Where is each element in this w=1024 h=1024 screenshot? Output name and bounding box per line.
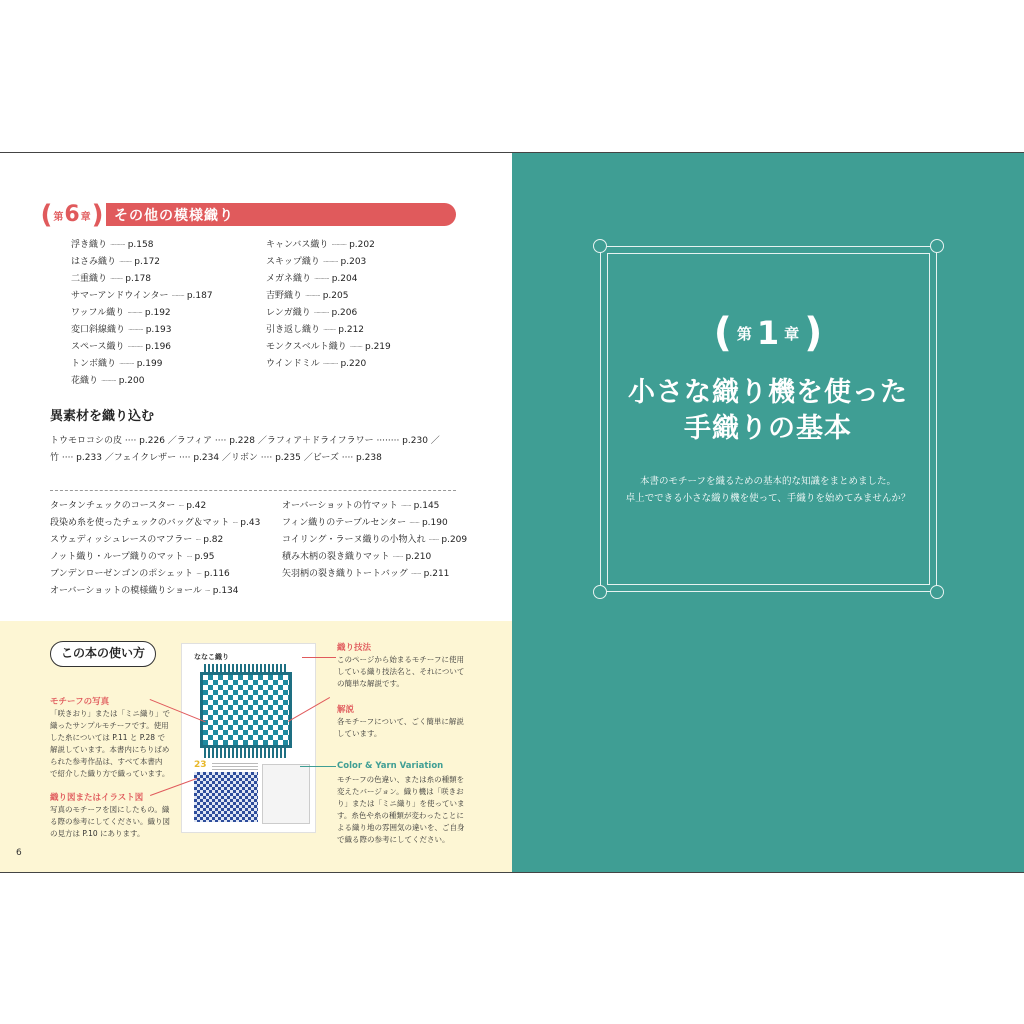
toc-item[interactable]: メガネ織り ············ p.204 bbox=[266, 274, 358, 284]
left-page bbox=[0, 153, 512, 872]
chapter1-title-line1: 小さな織り機を使った bbox=[628, 377, 908, 408]
chapter1-prefix: 第 bbox=[736, 324, 752, 343]
toc-item[interactable]: 積み木柄の裂き織りマット ········ p.210 bbox=[282, 552, 432, 562]
leader-line bbox=[302, 657, 336, 658]
toc-item[interactable]: 変口斜線織り ············ p.193 bbox=[71, 325, 172, 335]
variation-heading: Color & Yarn Variation bbox=[337, 761, 444, 771]
toc-item[interactable]: 二重織り ·········· p.178 bbox=[71, 274, 152, 284]
toc-item[interactable]: タータンチェックのコースター ···· p.42 bbox=[50, 501, 207, 511]
toc-item[interactable]: スキップ織り ············ p.203 bbox=[266, 257, 367, 267]
toc-item[interactable]: キャンバス織り ············ p.202 bbox=[266, 240, 375, 250]
chapter6-suffix: 章 bbox=[80, 211, 91, 223]
ibusozai-line-1: トウモロコシの皮 ···· p.226 ／ラフィア ···· p.228 ／ラフィア＋ドライフラワー ········ p.230 ／ bbox=[50, 436, 440, 446]
toc-item[interactable]: レンガ織り ············ p.206 bbox=[266, 308, 358, 318]
thumbnail-label: ななこ織り bbox=[194, 653, 229, 661]
toc-item[interactable]: スペース織り ············ p.196 bbox=[71, 342, 172, 352]
toc-item[interactable]: トンボ織り ············ p.199 bbox=[71, 359, 163, 369]
close-paren-icon: ) bbox=[804, 310, 823, 356]
toc-item[interactable]: モンクスベルト織り ·········· p.219 bbox=[266, 342, 391, 352]
chapter6-toc-col2 bbox=[266, 237, 466, 373]
toc-item[interactable]: サマーアンドウインター ·········· p.187 bbox=[71, 291, 213, 301]
chapter1-desc-line1: 本書のモチーフを織るための基本的な知識をまとめました。 bbox=[639, 476, 897, 487]
ibusozai-line-2: 竹 ···· p.233 ／フェイクレザー ···· p.234 ／リボン ···· p.235 ／ビーズ ···· p.238 bbox=[50, 453, 382, 463]
explanation-text: 各モチーフについて、ごく簡単に解説 しています。 bbox=[337, 717, 464, 738]
motif-photo-text: 「咲きおり」または「ミニ織り」で 織ったサンプルモチーフです。使用 した糸については P.11 と P.28 で 解説しています。本書内にちりばめ られた参考作品は、すべて本書内 で紹介した織り方で織っています。 bbox=[50, 709, 170, 778]
toc-item[interactable]: 段染め糸を使ったチェックのバッグ＆マット ···· p.43 bbox=[50, 518, 261, 528]
toc-item[interactable]: はさみ織り ·········· p.172 bbox=[71, 257, 161, 267]
toc-item[interactable]: ワッフル織り ············ p.192 bbox=[71, 308, 171, 318]
chapter1-mark bbox=[512, 310, 1024, 356]
chapter1-desc-line2: 卓上でできる小さな織り機を使って、手織りを始めてみませんか？ bbox=[625, 493, 911, 504]
toc-item[interactable]: 引き返し織り ·········· p.212 bbox=[266, 325, 365, 335]
diagram-text: 写真のモチーフを図にしたもの。織 る際の参考にしてください。織り図 の見方は P.10 にあります。 bbox=[50, 805, 170, 838]
toc-item[interactable]: フィン織りのテーブルセンター ········ p.190 bbox=[282, 518, 448, 528]
page-number: 6 bbox=[16, 848, 22, 858]
toc-item[interactable]: ノット織り・ループ織りのマット ···· p.95 bbox=[50, 552, 215, 562]
extra-toc-col1 bbox=[50, 498, 280, 600]
toc-item[interactable]: スウェディッシュレースのマフラー ···· p.82 bbox=[50, 535, 224, 545]
chapter1-title-line2: 手織りの基本 bbox=[684, 413, 852, 444]
sample-page-thumbnail bbox=[181, 643, 316, 833]
explanation-heading: 解説 bbox=[337, 705, 355, 715]
dashed-divider bbox=[50, 490, 456, 491]
thumbnail-text-lines bbox=[212, 762, 258, 770]
variation-text: モチーフの色違い、または糸の種類を 変えたバージョン。織り機は「咲きお り」または「ミニ織り」を使っていま す。糸色や糸の種類が変わったことに よる織り地の雰囲気の違いを、ご自身 で織る際の参考にしてください。 bbox=[337, 775, 465, 844]
usage-title: この本の使い方 bbox=[50, 641, 156, 667]
toc-item[interactable]: 吉野織り ············ p.205 bbox=[266, 291, 349, 301]
chapter6-toc-col1 bbox=[71, 237, 271, 390]
leader-line bbox=[300, 766, 336, 767]
toc-item[interactable]: コイリング・ラーヌ織りの小物入れ ········ p.209 bbox=[282, 535, 468, 545]
open-paren-icon: ( bbox=[713, 310, 732, 356]
technique-heading: 織り技法 bbox=[337, 643, 372, 653]
technique-text: このページから始まるモチーフに使用 している織り技法名と、それについて の簡単な解説です。 bbox=[337, 655, 465, 688]
toc-item[interactable]: オーバーショットの竹マット ········ p.145 bbox=[282, 501, 440, 511]
frame-corner-ornament bbox=[930, 585, 944, 599]
frame-corner-ornament bbox=[930, 239, 944, 253]
chapter6-title: その他の模様織り bbox=[114, 208, 234, 224]
thumbnail-number: 23 bbox=[194, 760, 207, 770]
toc-item[interactable]: 浮き織り ············ p.158 bbox=[71, 240, 154, 250]
chapter6-number: 6 bbox=[64, 202, 80, 227]
toc-item[interactable]: 矢羽柄の裂き織りトートバッグ ········ p.211 bbox=[282, 569, 450, 579]
toc-item[interactable]: ブンデンローゼンゴンのポシェット ···· p.116 bbox=[50, 569, 230, 579]
toc-item[interactable]: 花織り ············ p.200 bbox=[71, 376, 145, 386]
ibusozai-heading: 異素材を織り込む bbox=[50, 409, 155, 424]
weave-fringe-bottom bbox=[204, 748, 288, 758]
chapter1-suffix: 章 bbox=[784, 324, 800, 343]
variation-thumbnail bbox=[262, 764, 310, 824]
motif-photo-heading: モチーフの写真 bbox=[50, 697, 110, 707]
motif-photo-image bbox=[200, 672, 292, 748]
book-spread bbox=[0, 152, 1024, 873]
chapter1-description bbox=[512, 473, 1024, 507]
frame-corner-ornament bbox=[593, 585, 607, 599]
toc-item[interactable]: オーバーショットの模様織りショール ···· p.134 bbox=[50, 586, 239, 596]
chapter1-title bbox=[512, 375, 1024, 447]
weave-diagram-image bbox=[194, 772, 258, 822]
chapter6-badge bbox=[38, 200, 106, 230]
frame-corner-ornament bbox=[593, 239, 607, 253]
open-paren-icon: ( bbox=[40, 200, 53, 230]
usage-panel bbox=[0, 621, 512, 872]
chapter6-prefix: 第 bbox=[53, 211, 64, 223]
toc-item[interactable]: ウインドミル ············ p.220 bbox=[266, 359, 367, 369]
diagram-heading: 織り図またはイラスト図 bbox=[50, 793, 144, 803]
extra-toc-col2 bbox=[282, 498, 482, 583]
chapter6-header bbox=[38, 200, 456, 230]
chapter1-number: 1 bbox=[756, 314, 780, 352]
close-paren-icon: ) bbox=[91, 200, 104, 230]
right-page bbox=[512, 153, 1024, 872]
